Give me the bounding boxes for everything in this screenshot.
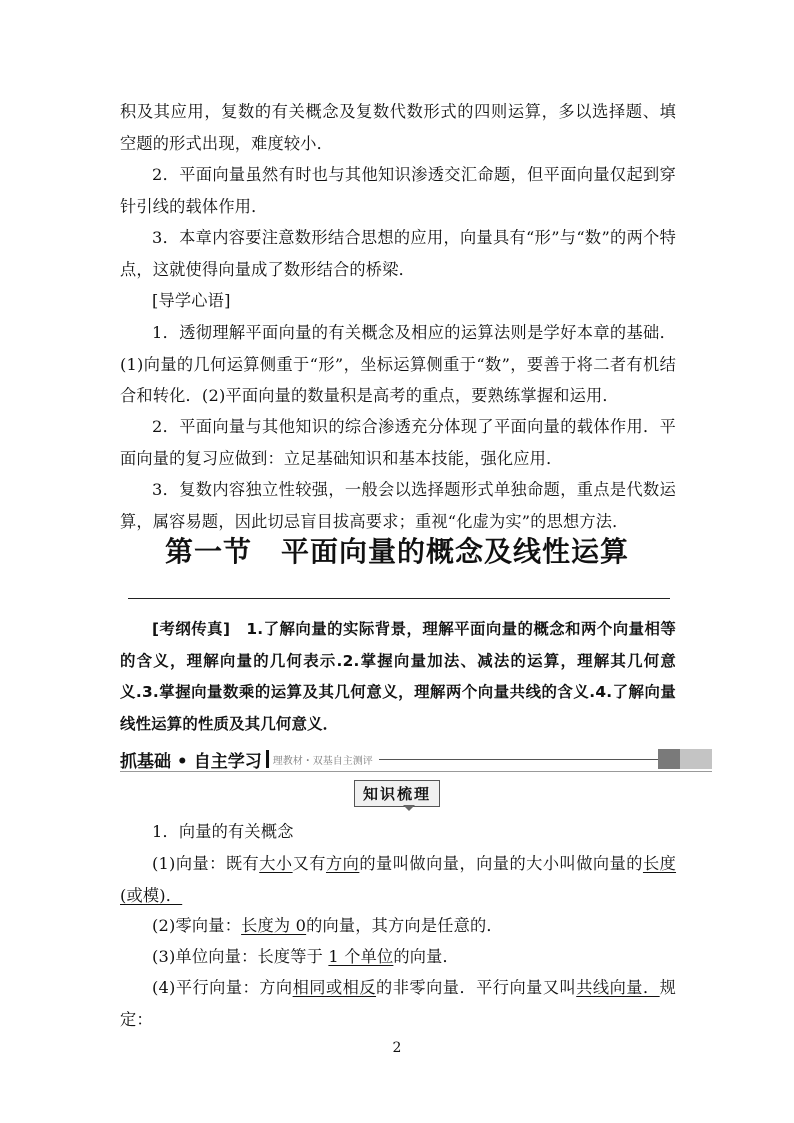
down-triangle-icon: [403, 805, 415, 811]
banner-underline: [120, 771, 712, 772]
def-text: 的量叫做向量，向量的大小叫做向量的: [359, 854, 643, 873]
def-text: 又有: [292, 854, 326, 873]
guide-point-1: 1．透彻理解平面向量的有关概念及相应的运算法则是学好本章的基础．(1)向量的几何运算侧重于“形”，坐标运算侧重于“数”，要善于将二者有机结合和转化．(2)平面向量的数量积是高考的重点，要熟练掌握和运用．: [120, 323, 676, 405]
def-text: (2)零向量：: [152, 916, 242, 935]
knowledge-box: [0, 780, 794, 807]
definition-unit-vector: [120, 941, 676, 973]
item-1-heading: 1．向量的有关概念: [152, 822, 294, 841]
def-text: 的向量．: [393, 947, 459, 966]
paragraph-intro-continued: 积及其应用，复数的有关概念及复数代数形式的四则运算，多以选择题、填空题的形式出现，难度较小．: [120, 102, 676, 153]
guide-heading: [导学心语]: [152, 291, 231, 310]
section-banner: [120, 748, 712, 770]
blank-answer: 大小: [259, 854, 293, 873]
syllabus-outline: [120, 614, 676, 740]
guide-point-3: 3．复数内容独立性较强，一般会以选择题形式单独命题，重点是代数运算，属容易题，因此切忌盲目拔高要求；重视“化虚为实”的思想方法．: [120, 480, 676, 531]
banner-dark-block: [658, 749, 680, 769]
blank-answer: 共线向量．: [576, 978, 660, 997]
banner-line: [379, 759, 658, 760]
banner-light-block: [680, 749, 712, 769]
def-text: 的非零向量．平行向量又叫: [376, 978, 577, 997]
blank-answer: 方向: [325, 854, 360, 873]
syllabus-label: [考纲传真]: [152, 620, 231, 638]
title-divider: [128, 598, 670, 599]
knowledge-box-label: 知识梳理: [354, 780, 440, 807]
guide-point-2: 2．平面向量与其他知识的综合渗透充分体现了平面向量的载体作用．平面向量的复习应做到：立足基础知识和基本技能，强化应用．: [120, 417, 676, 468]
banner-separator: [266, 750, 269, 768]
definition-parallel-vector: [120, 972, 676, 1035]
definition-zero-vector: [120, 910, 676, 942]
def-text: (3)单位向量：长度等于: [152, 947, 329, 966]
paragraph-point-2: 2．平面向量虽然有时也与其他知识渗透交汇命题，但平面向量仅起到穿针引线的载体作用．: [120, 165, 676, 216]
section-title: 第一节 平面向量的概念及线性运算: [164, 535, 629, 568]
paragraph-point-3: 3．本章内容要注意数形结合思想的应用，向量具有“形”与“数”的两个特点，这就使得向量成了数形结合的桥梁．: [120, 228, 676, 279]
blank-answer: 1 个单位: [328, 947, 394, 966]
def-text: 规定：: [120, 978, 677, 1029]
definition-vector: [120, 848, 676, 911]
def-text: (4)平行向量：方向: [152, 978, 293, 997]
banner-title: 抓基础 • 自主学习: [120, 751, 262, 772]
page-number: 2: [392, 1040, 402, 1056]
def-text: (1)向量：既有: [152, 854, 260, 873]
def-text: 的向量，其方向是任意的．: [306, 916, 503, 935]
banner-subtitle: 理教材・双基自主测评: [272, 755, 373, 767]
blank-answer: 长度为 0: [241, 916, 307, 935]
syllabus-text: 1.了解向量的实际背景，理解平面向量的概念和两个向量相等的含义，理解向量的几何表示.2.掌握向量加法、减法的运算，理解其几何意义.3.掌握向量数乘的运算及其几何意义，理解两个向量共线的含义.4.了解向量线性运算的性质及其几何意义．: [120, 620, 676, 733]
blank-answer: 相同或相反: [292, 978, 377, 997]
blank-answer: 长度(或模)．: [120, 854, 677, 905]
